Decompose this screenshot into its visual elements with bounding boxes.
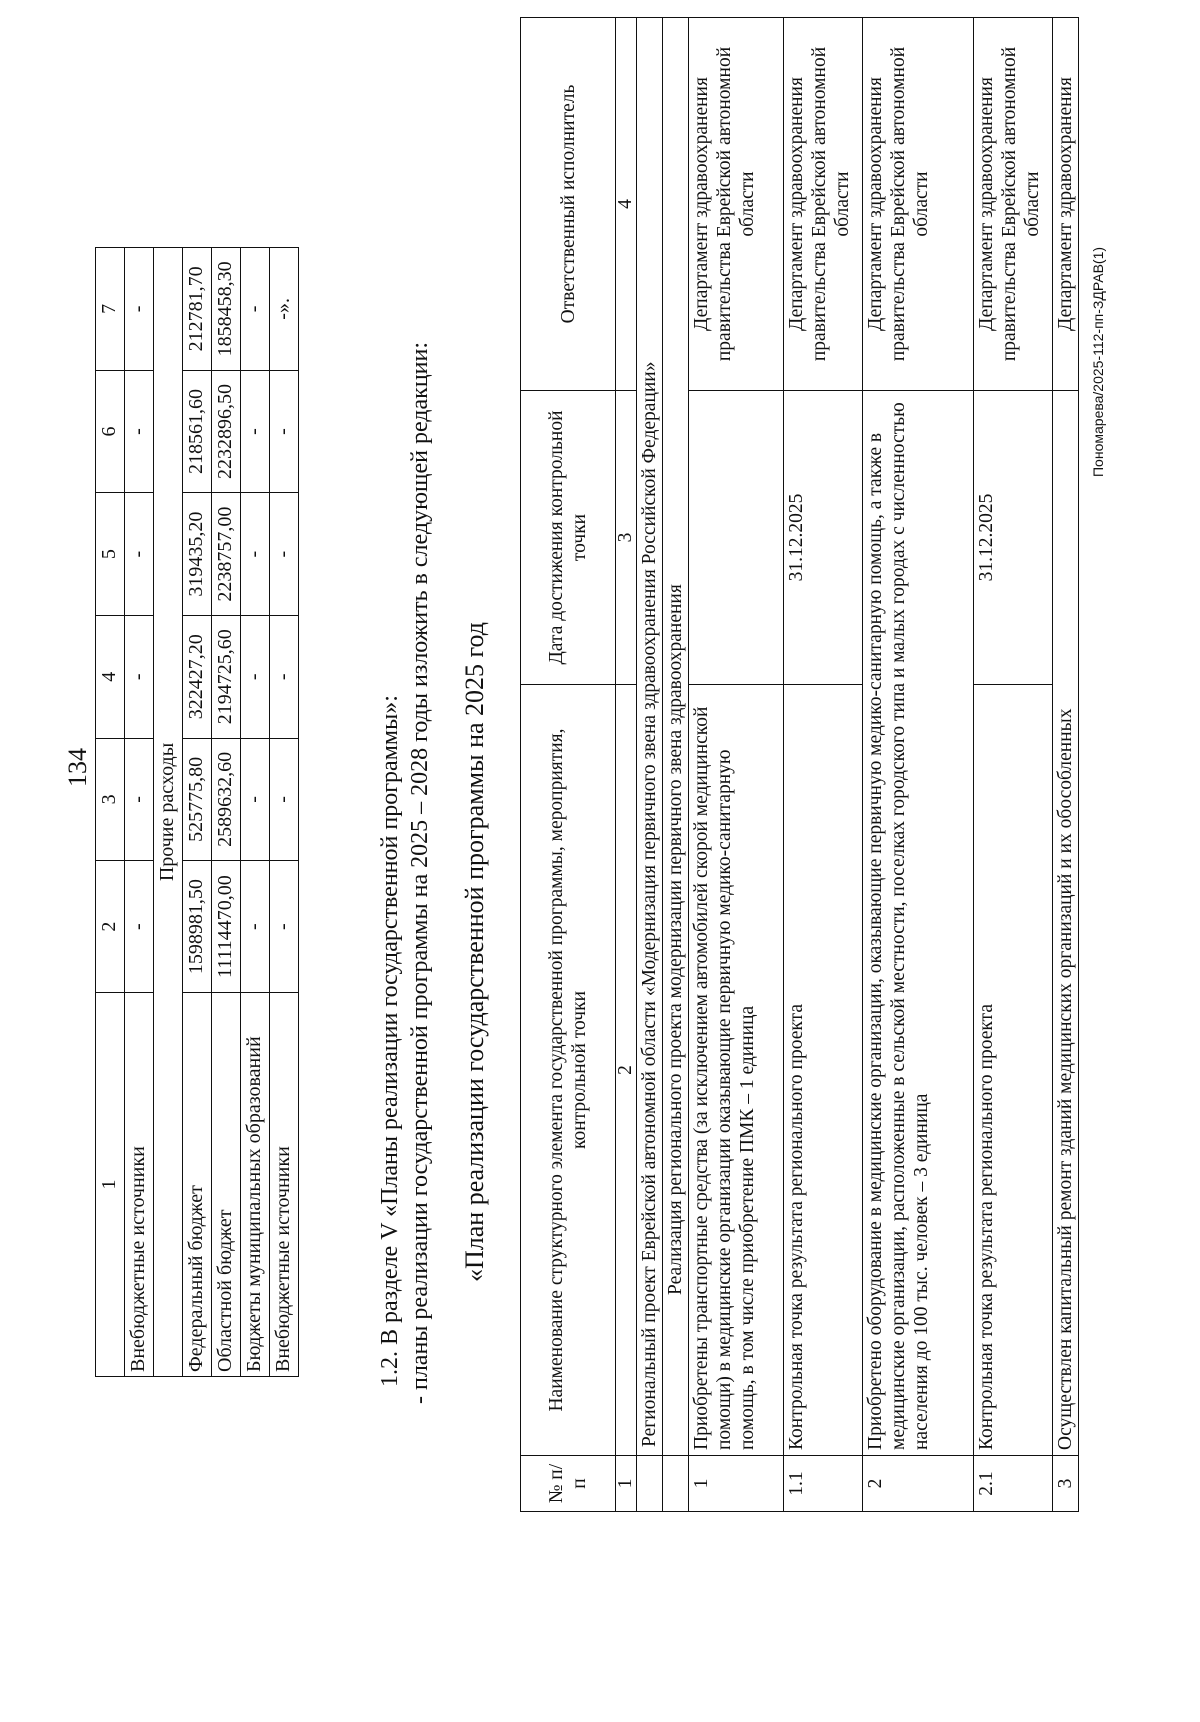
- row-label: Федеральный бюджет: [183, 993, 212, 1377]
- row-resp: Департамент здравоохранения правительства Еврейской автономной области: [689, 18, 784, 391]
- table-row: [784, 18, 863, 1512]
- cell: -: [125, 248, 154, 371]
- row-date: 31.12.2025: [784, 391, 863, 685]
- subproject-title: Реализация регионального проекта модернизации первичного звена здравоохранения: [663, 18, 689, 1456]
- cell: 1598981,50: [183, 861, 212, 993]
- cell: -: [125, 493, 154, 616]
- budget-table: [95, 247, 299, 1377]
- cell: -: [125, 370, 154, 493]
- cell: -: [125, 861, 154, 993]
- section-title: Прочие расходы: [154, 248, 183, 1377]
- row-date: [689, 391, 784, 685]
- row-num: 2: [863, 1456, 974, 1512]
- cell: -».: [270, 248, 299, 371]
- table-row: [270, 248, 299, 1377]
- project-title: Региональный проект Еврейской автономной области «Модернизация первичного звена здравоохранения Российской Федерации»: [637, 18, 663, 1456]
- index-cell: 2: [616, 685, 637, 1456]
- cell: -: [241, 615, 270, 738]
- header-cell: 6: [96, 370, 125, 493]
- row-num: 1: [689, 1456, 784, 1512]
- cell: 319435,20: [183, 493, 212, 616]
- cell: 525775,80: [183, 738, 212, 861]
- cell: -: [125, 738, 154, 861]
- cell: -: [270, 738, 299, 861]
- plan-table: [520, 17, 1079, 1512]
- header-cell: 3: [96, 738, 125, 861]
- cell: -: [241, 861, 270, 993]
- row-label: Внебюджетные источники: [270, 993, 299, 1377]
- row-name: Контрольная точка результата регионального проекта: [784, 685, 863, 1456]
- cell: -: [241, 370, 270, 493]
- header-cell: 1: [96, 993, 125, 1377]
- row-label: Внебюджетные источники: [125, 993, 154, 1377]
- table-row: [689, 18, 784, 1512]
- row-label: Бюджеты муниципальных образований: [241, 993, 270, 1377]
- cell: 218561,60: [183, 370, 212, 493]
- row-num: 3: [1053, 1456, 1079, 1512]
- table-row: [974, 18, 1053, 1512]
- cell: -: [125, 615, 154, 738]
- header-cell: 2: [96, 861, 125, 993]
- row-num: 1.1: [784, 1456, 863, 1512]
- row-num: 2.1: [974, 1456, 1053, 1512]
- cell: 2589632,60: [212, 738, 241, 861]
- table-header-row: [96, 248, 125, 1377]
- row-name: Контрольная точка результата регионального проекта: [974, 685, 1053, 1456]
- index-cell: 1: [616, 1456, 637, 1512]
- row-resp: Департамент здравоохранения правительства Еврейской автономной области: [974, 18, 1053, 391]
- cell: 2194725,60: [212, 615, 241, 738]
- cell: -: [241, 248, 270, 371]
- section-row: [154, 248, 183, 1377]
- row-name: Приобретены транспортные средства (за исключением автомобилей скорой медицинской помощи) в медицинские организации оказывающие первичную медико-санитарную помощь, в том числе приобретение ПМК – 1 единица: [689, 685, 784, 1456]
- cell: 2232896,50: [212, 370, 241, 493]
- header-cell: 4: [96, 615, 125, 738]
- empty-cell: [637, 1456, 663, 1512]
- row-label: Областной бюджет: [212, 993, 241, 1377]
- row-resp: Департамент здравоохранения: [1053, 18, 1079, 391]
- plan-header-row: [521, 18, 616, 1512]
- cell: 2238757,00: [212, 493, 241, 616]
- plan-title: «План реализации государственной программы на 2025 год: [460, 621, 489, 1282]
- header-cell: 5: [96, 493, 125, 616]
- cell: -: [270, 370, 299, 493]
- table-row: [183, 248, 212, 1377]
- cell: 322427,20: [183, 615, 212, 738]
- row-name: Приобретено оборудование в медицинские организации, оказывающие первичную медико-санитарную помощь, а также в медицинские организации, расположенные в сельской местности, поселках городского типа и малых городах с численностью населения до 100 тыс. человек – 3 единица: [863, 391, 974, 1456]
- table-row: [212, 248, 241, 1377]
- cell: -: [241, 738, 270, 861]
- footer-code: Пономарева/2025-112-пп-ЗДРАВ(1): [1090, 246, 1106, 477]
- row-date: 31.12.2025: [974, 391, 1053, 685]
- cell: -: [270, 615, 299, 738]
- header-date: Дата достижения контрольной точки: [521, 391, 616, 685]
- row-resp: Департамент здравоохранения правительства Еврейской автономной области: [784, 18, 863, 391]
- cell: 1858458,30: [212, 248, 241, 371]
- cell: -: [270, 493, 299, 616]
- row-name: Осуществлен капитальный ремонт зданий медицинских организаций и их обособленных: [1053, 391, 1079, 1456]
- subproject-row: [663, 18, 689, 1512]
- table-row: [241, 248, 270, 1377]
- header-num: № п/п: [521, 1456, 616, 1512]
- index-row: [616, 18, 637, 1512]
- header-name: Наименование структурного элемента государственной программы, мероприятия, контрольной точки: [521, 685, 616, 1456]
- project-row: [637, 18, 663, 1512]
- table-row: [1053, 18, 1079, 1512]
- header-resp: Ответственный исполнитель: [521, 18, 616, 391]
- section-heading: 1.2. В разделе V «Планы реализации государственной программы»:: [377, 695, 403, 1387]
- empty-cell: [663, 1456, 689, 1512]
- cell: -: [270, 861, 299, 993]
- table-row: [125, 248, 154, 1377]
- cell: 11114470,00: [212, 861, 241, 993]
- index-cell: 3: [616, 391, 637, 685]
- row-resp: Департамент здравоохранения правительства Еврейской автономной области: [863, 18, 974, 391]
- cell: 212781,70: [183, 248, 212, 371]
- table-row: [863, 18, 974, 1512]
- page-number: 134: [63, 748, 92, 787]
- header-cell: 7: [96, 248, 125, 371]
- section-subheading: - планы реализации государственной программы на 2025 – 2028 годы изложить в следующей редакции:: [407, 341, 433, 1404]
- index-cell: 4: [616, 18, 637, 391]
- cell: -: [241, 493, 270, 616]
